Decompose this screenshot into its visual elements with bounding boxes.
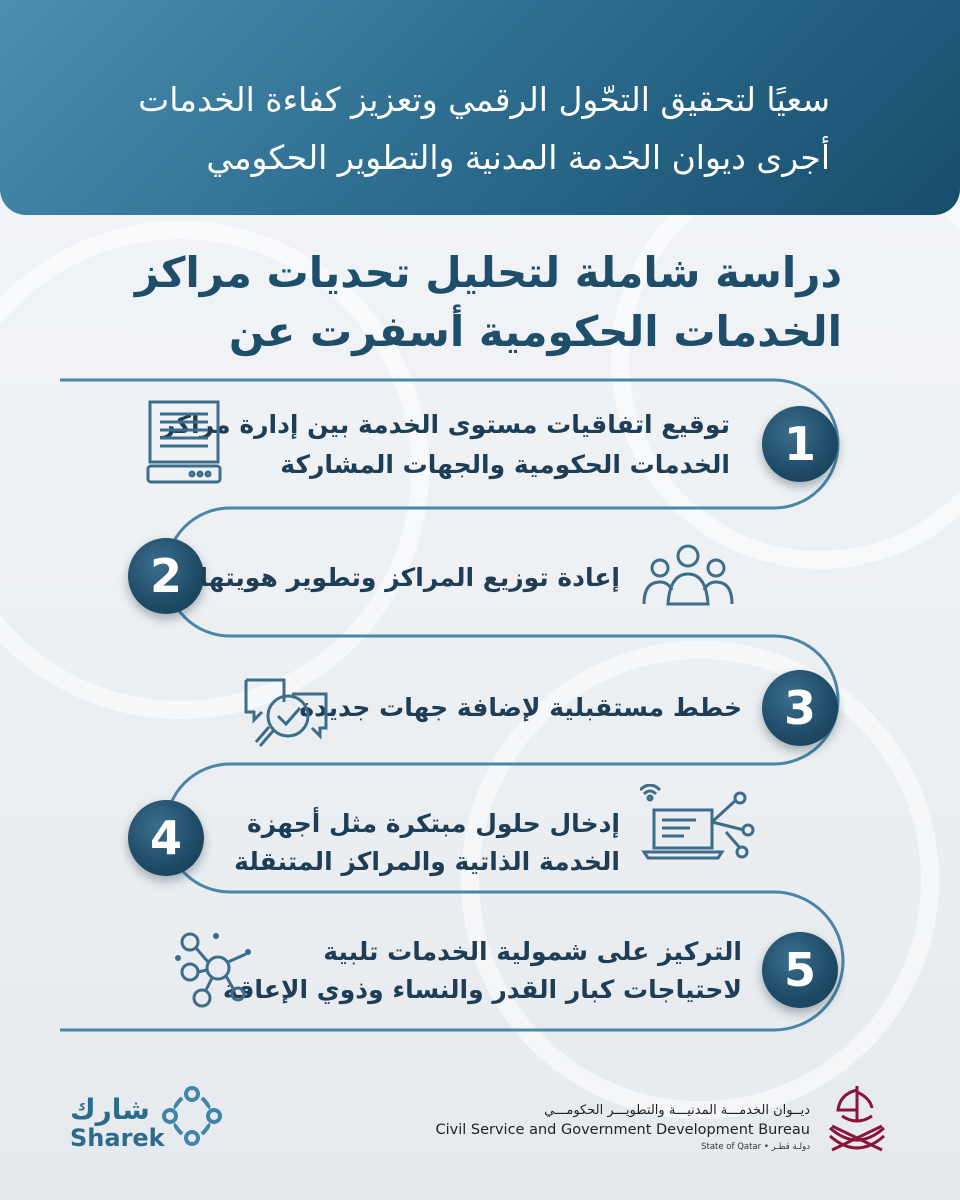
chat-check-magnifier-icon (240, 672, 332, 756)
bureau-state-label: State of Qatar • دولـة قطـر (701, 1142, 810, 1152)
step-2-number-badge: 2 (128, 538, 204, 614)
sharek-name-english: Sharek (70, 1124, 165, 1152)
main-title-line-2: الخدمات الحكومية أسفرت عن (228, 307, 842, 356)
people-network-icon (174, 928, 256, 1010)
step-1-text-line-1: توقيع اتفاقيات مستوى الخدمة بين إدارة مراكز (160, 410, 730, 439)
bureau-name-arabic: ديــوان الخدمـــة المدنيـــة والتطويـــر الحكومـــي (544, 1103, 810, 1118)
sharek-logo-icon (160, 1084, 224, 1148)
group-people-icon (640, 540, 736, 608)
sharek-name-arabic: شارك (70, 1093, 150, 1126)
step-4-text-line-1: إدخال حلول مبتكرة مثل أجهزة (246, 809, 620, 838)
step-2-text-line-1: إعادة توزيع المراكز وتطوير هويتها (199, 563, 620, 592)
step-3-number-badge: 3 (762, 670, 838, 746)
step-5-text-line-1: التركيز على شمولية الخدمات تلبية (323, 937, 742, 966)
step-4-text-line-2: الخدمة الذاتية والمراكز المتنقلة (234, 847, 620, 876)
laptop-network-icon (640, 784, 764, 866)
step-1-number-badge: 1 (762, 406, 838, 482)
header-line-2: أجرى ديوان الخدمة المدنية والتطوير الحكومي (206, 138, 830, 177)
step-5-text-line-2: لاحتياجات كبار القدر والنساء وذوي الإعاقة (222, 975, 742, 1004)
header-line-1: سعيًا لتحقيق التحّول الرقمي وتعزيز كفاءة الخدمات (138, 80, 830, 119)
qatar-emblem-icon (822, 1080, 892, 1160)
step-3-text-line-1: خطط مستقبلية لإضافة جهات جديدة (299, 693, 742, 722)
bureau-name-english: Civil Service and Government Development Bureau (435, 1122, 810, 1138)
step-5-number-badge: 5 (762, 932, 838, 1008)
step-1-text-line-2: الخدمات الحكومية والجهات المشاركة (280, 450, 730, 479)
main-title-line-1: دراسة شاملة لتحليل تحديات مراكز (134, 248, 842, 297)
step-4-number-badge: 4 (128, 800, 204, 876)
document-monitor-icon (146, 398, 224, 488)
